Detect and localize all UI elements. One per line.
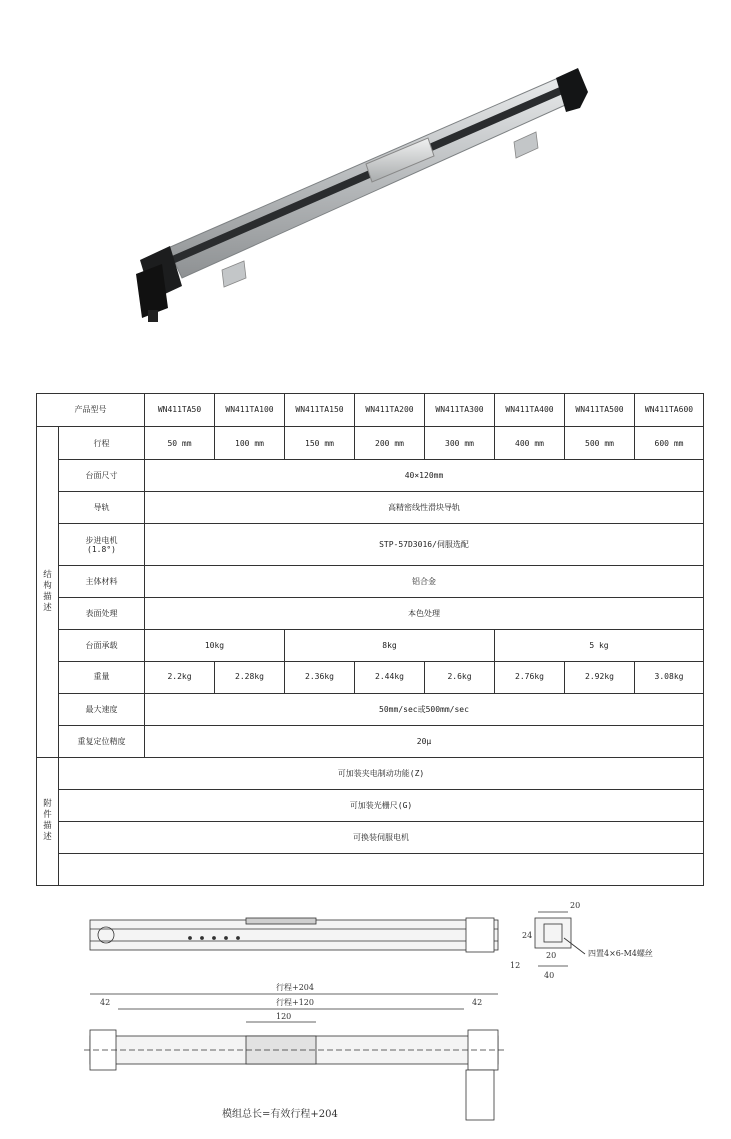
accessory-group-label: 附 件 描 述 [37, 757, 59, 885]
mount-foot-right [514, 132, 538, 158]
stroke-row [37, 427, 704, 460]
repeat-value: 20μ [145, 725, 704, 757]
product-photo [110, 60, 610, 350]
row-label [59, 524, 145, 566]
accessory-row [37, 789, 704, 821]
row-label: 重复定位精度 [59, 725, 145, 757]
dim-end-right: 42 [472, 998, 483, 1007]
weight-value: 2.6kg [425, 661, 495, 693]
side-dim-height: 24 [522, 931, 533, 940]
weight-value: 2.92kg [565, 661, 635, 693]
accessory-value [59, 853, 704, 885]
spec-table [36, 393, 704, 886]
load-value: 10kg [145, 630, 285, 661]
top-view-hole [213, 937, 216, 940]
weight-value: 3.08kg [635, 661, 704, 693]
side-dim-offset: 12 [510, 961, 521, 970]
model-cell: WN411TA600 [635, 394, 704, 427]
weight-value: 2.76kg [495, 661, 565, 693]
motor-row [37, 524, 704, 566]
row-label: 主体材料 [59, 566, 145, 598]
row-label: 台面尺寸 [59, 460, 145, 492]
side-section [535, 918, 571, 948]
stroke-value: 150 mm [285, 427, 355, 460]
top-view-rail [90, 920, 498, 950]
front-motor [466, 1070, 494, 1120]
model-cell: WN411TA100 [215, 394, 285, 427]
repeat-row [37, 725, 704, 757]
surface-row [37, 598, 704, 630]
weight-value: 2.36kg [285, 661, 355, 693]
row-label: 台面承载 [59, 630, 145, 661]
row-label: 表面处理 [59, 598, 145, 630]
weight-value: 2.2kg [145, 661, 215, 693]
motor-shaft [148, 310, 158, 322]
side-dim-inner: 20 [546, 951, 557, 960]
accessory-value: 可换装伺服电机 [59, 821, 704, 853]
caption: 模组总长=有效行程+204 [222, 1109, 338, 1120]
mount-foot-left [222, 261, 246, 287]
load-value: 8kg [285, 630, 495, 661]
dim-mid: 行程+120 [276, 998, 314, 1007]
stroke-value: 600 mm [635, 427, 704, 460]
accessory-row [37, 853, 704, 885]
model-cell: WN411TA150 [285, 394, 355, 427]
row-label: 行程 [59, 427, 145, 460]
guide-value: 高精密线性滑块导轨 [145, 492, 704, 524]
dim-carriage: 120 [276, 1012, 292, 1021]
side-note: 四置4×6-M4螺丝 [588, 949, 653, 958]
stroke-value: 200 mm [355, 427, 425, 460]
top-view-carriage [246, 918, 316, 924]
speed-row [37, 693, 704, 725]
weight-row [37, 661, 704, 693]
motor-value: STP-57D3016/伺服选配 [145, 524, 704, 566]
speed-value: 50mm/sec或500mm/sec [145, 693, 704, 725]
model-cell: WN411TA400 [495, 394, 565, 427]
load-row [37, 630, 704, 661]
table-size-row [37, 460, 704, 492]
top-view-hole [225, 937, 228, 940]
weight-value: 2.28kg [215, 661, 285, 693]
motor-label-line1: 步进电机 [85, 535, 118, 545]
top-view-hole [201, 937, 204, 940]
motor-label-line2: (1.8°) [87, 544, 116, 554]
top-view [90, 918, 498, 952]
front-view [84, 982, 504, 1120]
model-cell: WN411TA500 [565, 394, 635, 427]
model-label: 产品型号 [37, 394, 145, 427]
dim-total: 行程+204 [276, 983, 314, 992]
load-value: 5 kg [495, 630, 704, 661]
model-cell: WN411TA50 [145, 394, 215, 427]
model-cell: WN411TA300 [425, 394, 495, 427]
stroke-value: 50 mm [145, 427, 215, 460]
row-label: 最大速度 [59, 693, 145, 725]
material-row [37, 566, 704, 598]
dim-end-left: 42 [100, 998, 111, 1007]
model-cell: WN411TA200 [355, 394, 425, 427]
row-label: 重量 [59, 661, 145, 693]
guide-row [37, 492, 704, 524]
stroke-value: 500 mm [565, 427, 635, 460]
top-view-hole [189, 937, 192, 940]
side-dim-width: 20 [570, 901, 581, 910]
header-row [37, 394, 704, 427]
accessory-row [37, 757, 704, 789]
top-view-hole [237, 937, 240, 940]
surface-value: 本色处理 [145, 598, 704, 630]
weight-value: 2.44kg [355, 661, 425, 693]
side-dim-bottom: 40 [544, 971, 555, 980]
table-size-value: 40×120mm [145, 460, 704, 492]
accessory-row [37, 821, 704, 853]
structure-group-label: 结 构 描 述 [37, 427, 59, 758]
top-view-motor [466, 918, 494, 952]
stroke-value: 100 mm [215, 427, 285, 460]
material-value: 铝合金 [145, 566, 704, 598]
row-label: 导轨 [59, 492, 145, 524]
stroke-value: 300 mm [425, 427, 495, 460]
side-view [510, 901, 653, 980]
technical-drawing [80, 898, 660, 1128]
rail-slot [172, 86, 565, 263]
accessory-value: 可加装光栅尺(G) [59, 789, 704, 821]
accessory-value: 可加装夹电制动功能(Z) [59, 757, 704, 789]
stroke-value: 400 mm [495, 427, 565, 460]
